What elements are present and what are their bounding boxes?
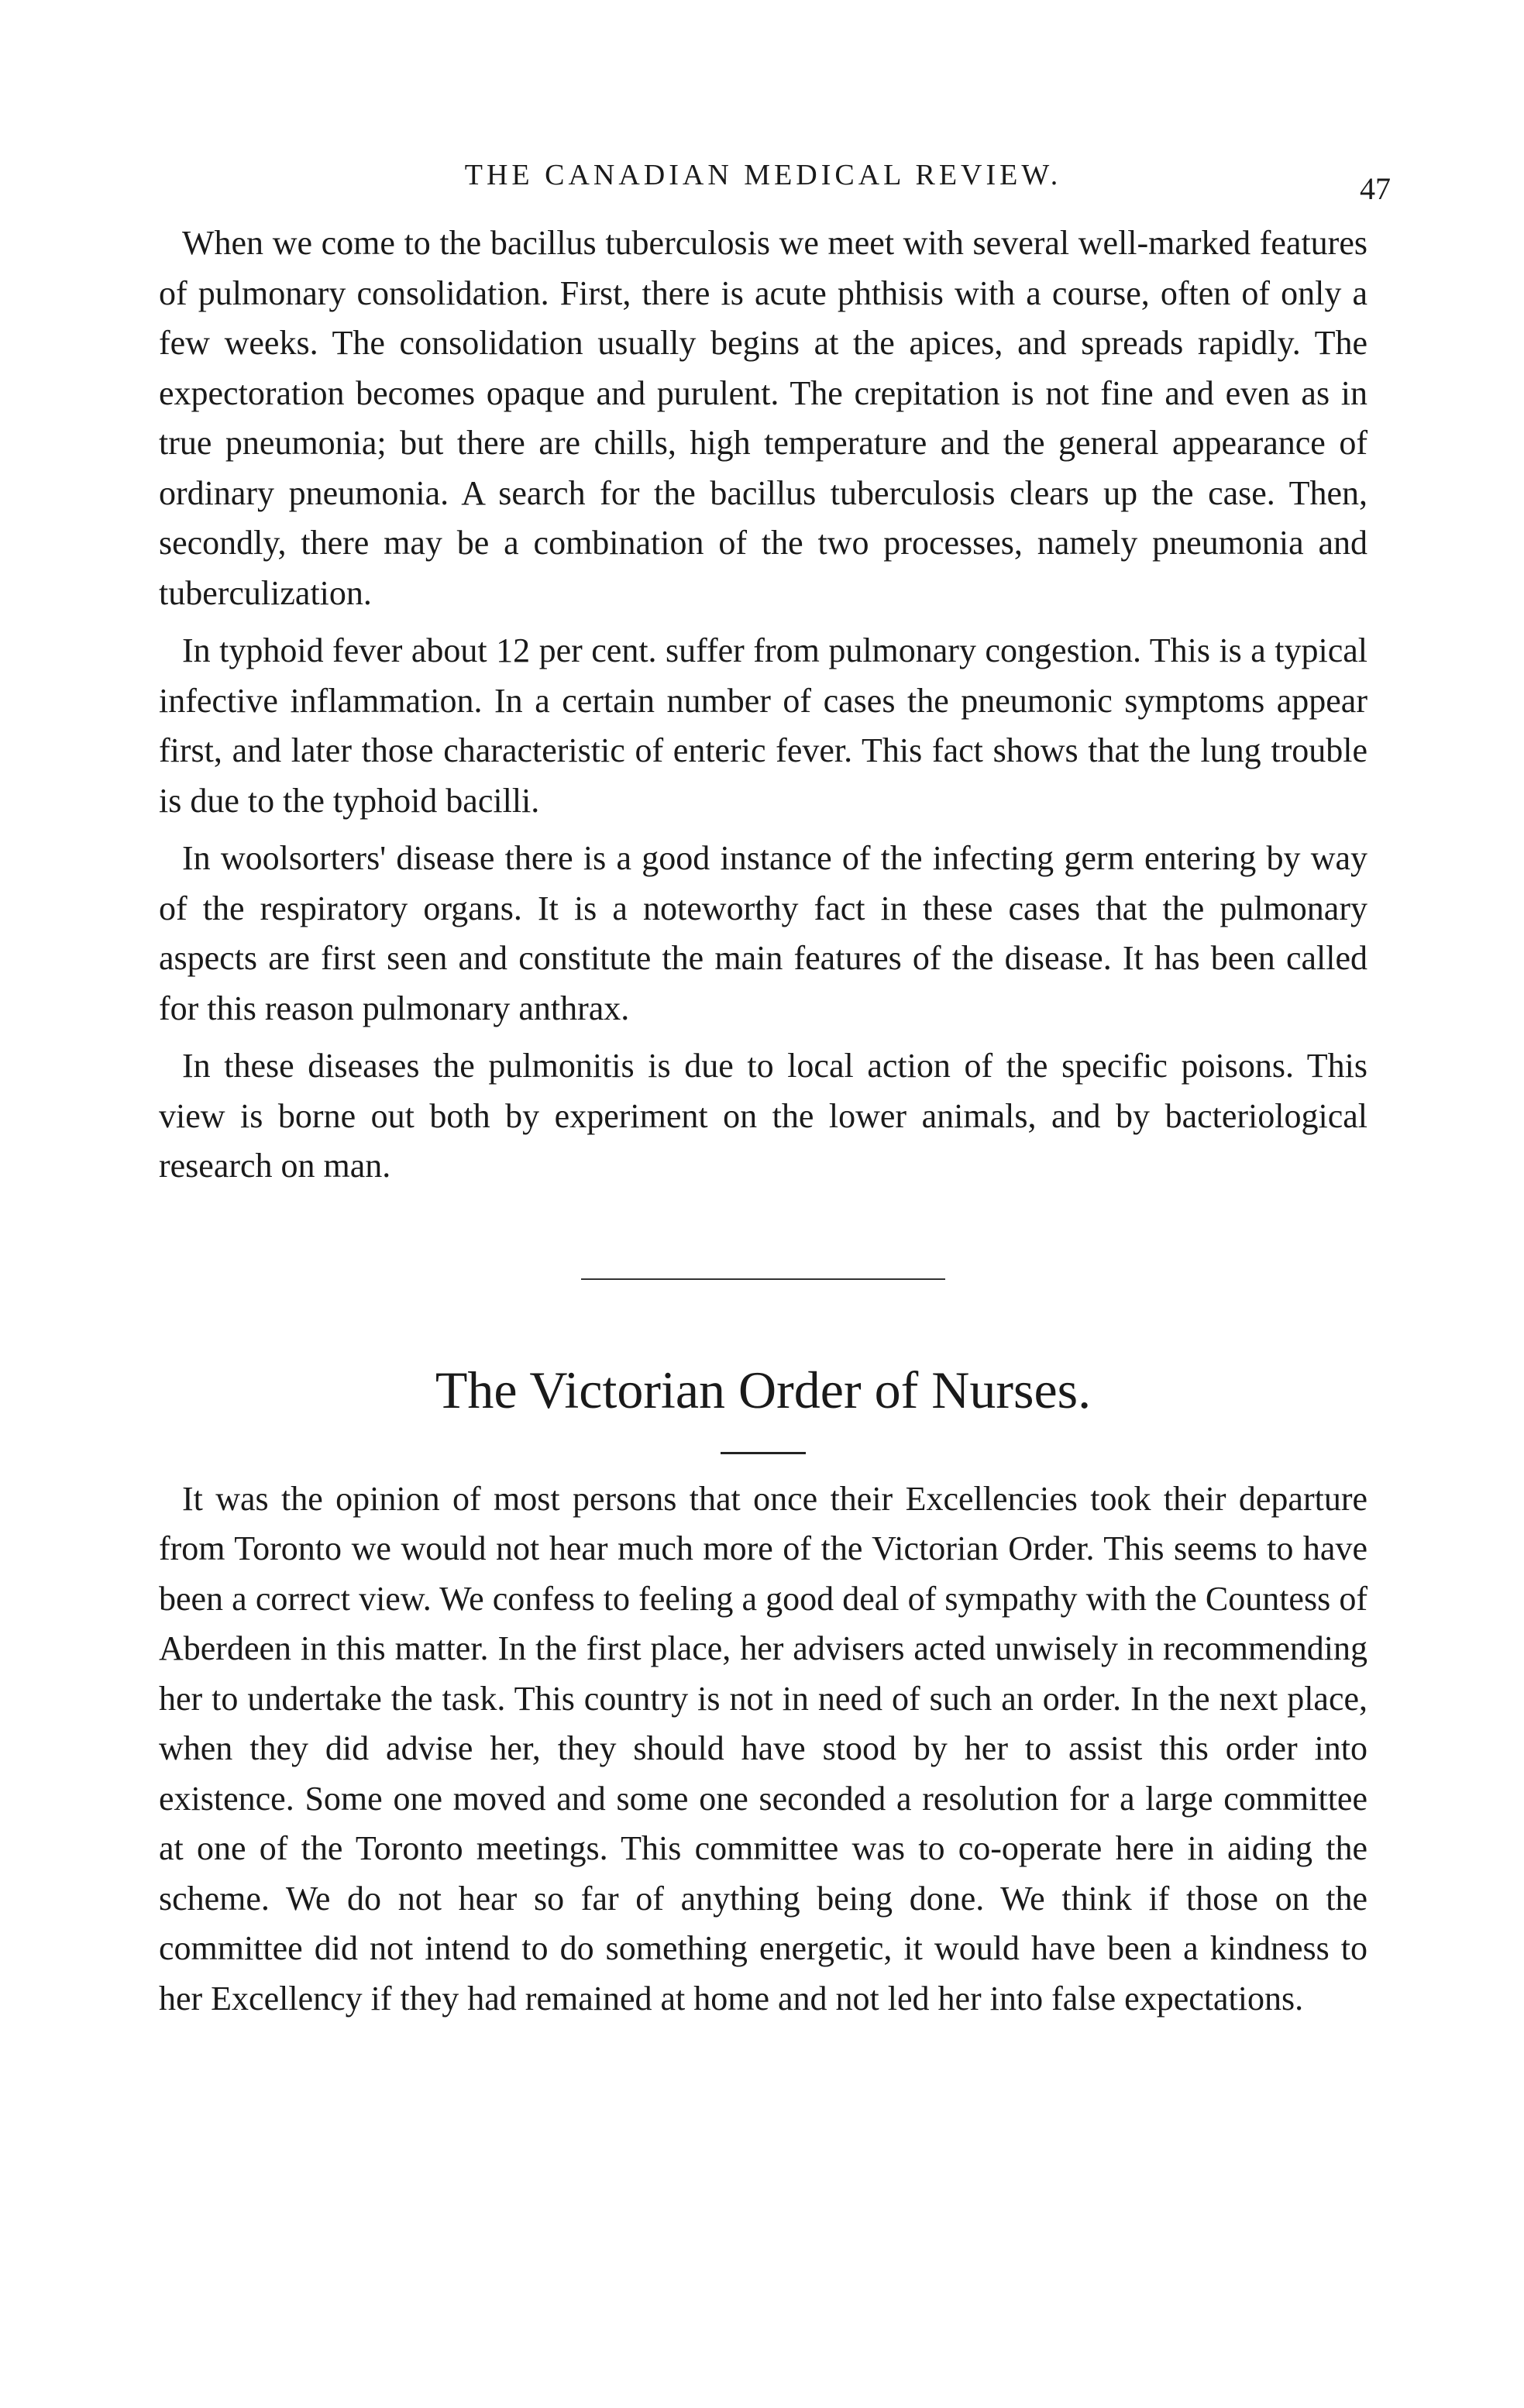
paragraph-tuberculosis: When we come to the bacillus tuberculosis we meet with several well-marked features of pulmonary consolidation. First, there is acute phthisis with a course, often of only a few weeks. The consolidation usually begins at the apices, and spreads rapidly. The expectoration becomes opaque and purulent. The crepitation is not fine and even as in true pneumonia; but there are chills, high temperature and the general appearance of ordinary pneumonia. A search for the bacillus tuberculosis clears up the case. Then, secondly, there may be a combination of the two processes, namely pneumonia and tuberculization.	[159, 224, 1367, 612]
section-divider	[581, 1278, 945, 1280]
paragraph-pulmonitis: In these diseases the pulmonitis is due to local action of the specific poisons. This view is borne out both by experiment on the lower animals, and by bacteriological research on man.	[159, 1047, 1367, 1185]
running-header	[159, 147, 1391, 209]
paragraph-woolsorters: In woolsorters' disease there is a good instance of the infecting germ entering by way of the respiratory organs. It is a noteworthy fact in these cases that the pulmonary aspects are first seen and constitute the main features of the disease. It has been called for this reason pulmonary anthrax.	[159, 839, 1367, 1027]
book-page	[159, 147, 1391, 2031]
article-title: The Victorian Order of Nurses.	[435, 1360, 1092, 1419]
journal-title: THE CANADIAN MEDICAL REVIEW.	[464, 159, 1062, 191]
paragraph-typhoid: In typhoid fever about 12 per cent. suffer from pulmonary congestion. This is a typical infective inflammation. In a certain number of cases the pneumonic symptoms appear first, and later those characteristic of enteric fever. This fact shows that the lung trouble is due to the typhoid bacilli.	[159, 631, 1367, 820]
title-underline	[721, 1452, 806, 1454]
page-number: 47	[1360, 171, 1391, 206]
article-body: It was the opinion of most persons that once their Excellencies took their departure from Toronto we would not hear much more of the Victorian Order. This seems to have been a correct view. We confess to feeling a good deal of sympathy with the Countess of Aberdeen in this matter. In the first place, her advisers acted unwisely in recommending her to undertake the task. This country is not in need of such an order. In the next place, when they did advise her, they should have stood by her to assist this order into existence. Some one moved and some one seconded a resolution for a large committee at one of the Toronto meetings. This committee was to co-operate here in aiding the scheme. We do not hear so far of anything being done. We think if those on the committee did not intend to do something energetic, it would have been a kindness to her Excellency if they had remained at home and not led her into false expectations.	[159, 1479, 1367, 2018]
